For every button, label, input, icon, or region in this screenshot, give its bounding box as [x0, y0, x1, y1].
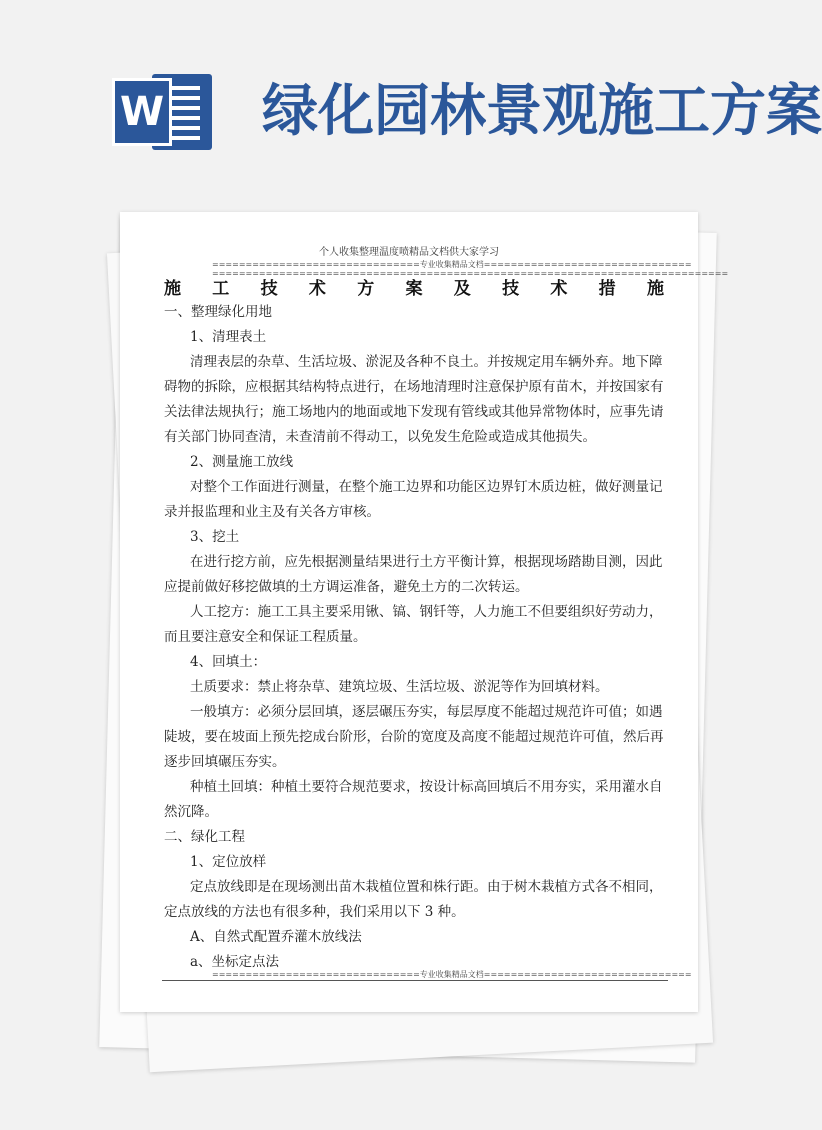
word-document-icon [112, 74, 214, 150]
document-title-char: 及 [453, 279, 471, 299]
page-title: 绿化园林景观施工方案 [262, 79, 822, 144]
subsection-heading: 2、测量施工放线 [190, 454, 294, 470]
document-page [120, 212, 729, 1012]
subsection-heading: a、坐标定点法 [190, 954, 280, 970]
divider-top-rule: ============================================================================= [212, 269, 729, 278]
paragraph: 对整个工作面进行测量，在整个施工边界和功能区边界钉木质边桩，做好测量记录并报监理和业主及有关各方审核。 [164, 479, 663, 520]
subsection-heading: 1、定位放样 [190, 854, 267, 870]
document-title-char: 施 [164, 279, 181, 299]
section-heading: 一、整理绿化用地 [164, 304, 272, 320]
section-heading: 二、绿化工程 [164, 829, 245, 845]
document-title-char: 工 [212, 279, 230, 299]
paragraph: 人工挖方：施工工具主要采用锹、镐、钢钎等，人力施工不但要组织好劳动力，而且要注意安全和保证工程质量。 [164, 604, 663, 645]
document-title-char: 术 [550, 279, 568, 299]
subsection-heading: 1、清理表土 [190, 329, 267, 345]
footer-rule [162, 980, 668, 981]
document-title-char: 措 [598, 279, 616, 299]
document-title-char: 施 [646, 279, 664, 299]
paragraph: 定点放线即是在现场测出苗木栽植位置和株行距。由于树木栽植方式各不相同，定点放线的方法也有很多种，我们采用以下 3 种。 [164, 879, 663, 920]
subsection-heading: 3、挖土 [190, 529, 240, 545]
word-letter-badge: W [112, 78, 172, 146]
document-title-char: 案 [405, 279, 423, 299]
subsection-heading: A、自然式配置乔灌木放线法 [190, 929, 362, 945]
paragraph: 清理表层的杂草、生活垃圾、淤泥及各种不良土。并按规定用车辆外弃。地下障碍物的拆除，应根据其结构特点进行，在场地清理时注意保护原有苗木，并按国家有关法律法规执行；施工场地内的地面或地下发现有管线或其他异常物体时，应事先请有关部门协同查清，未查清前不得动工，以免发生危险或造成其他损失。 [164, 354, 664, 445]
divider-bottom: ===============================专业收集精品文档=============================== [212, 970, 692, 979]
document-body [164, 300, 668, 975]
document-title-char: 术 [308, 279, 326, 299]
paragraph: 一般填方：必须分层回填，逐层碾压夯实，每层厚度不能超过规范许可值；如遇陡坡，要在坡面上预先挖成台阶形，台阶的宽度及高度不能超过规范许可值，然后再逐步回填碾压夯实。 [164, 704, 664, 770]
paragraph: 种植土回填：种植土要符合规范要求，按设计标高回填后不用夯实，采用灌水自然沉降。 [164, 779, 663, 820]
subsection-heading: 4、回填土： [190, 654, 267, 670]
document-title-char: 方 [357, 279, 375, 299]
document-title-char: 技 [260, 279, 278, 299]
page-header-text: 个人收集整理温度喷精品文档供大家学习 [319, 247, 499, 258]
paragraph: 在进行挖方前，应先根据测量结果进行土方平衡计算，根据现场踏勘目测，因此应提前做好移挖做填的土方调运准备，避免土方的二次转运。 [164, 554, 663, 595]
paragraph: 土质要求：禁止将杂草、建筑垃圾、生活垃圾、淤泥等作为回填材料。 [190, 679, 609, 695]
divider-top: ===============================专业收集精品文档=============================== [212, 260, 692, 269]
document-title [164, 274, 664, 300]
banner-header [0, 0, 822, 190]
document-title-char: 技 [502, 279, 520, 299]
